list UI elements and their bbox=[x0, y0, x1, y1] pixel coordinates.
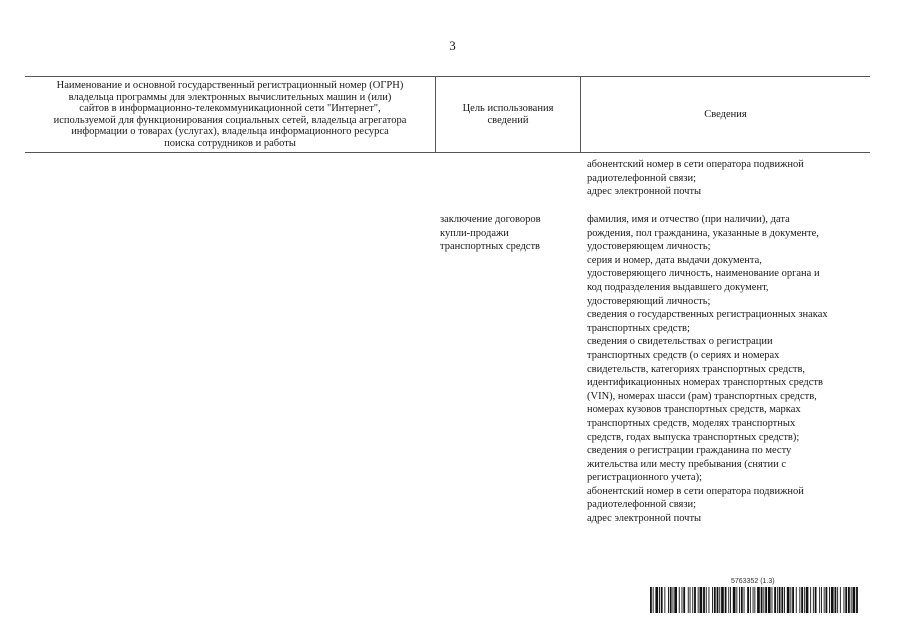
barcode-bar bbox=[744, 587, 745, 613]
header-owner-line: информации о товарах (услугах), владельца информационного ресурса bbox=[71, 126, 389, 137]
barcode-bar bbox=[688, 587, 689, 613]
barcode-bar bbox=[813, 587, 814, 613]
info-line: код подразделения выдавшего документ, bbox=[587, 281, 769, 293]
info-line: идентификационных номерах транспортных средств bbox=[587, 377, 823, 389]
barcode-bar bbox=[831, 587, 834, 613]
info-line: транспортных средств; bbox=[587, 322, 690, 334]
barcode-bar bbox=[819, 587, 820, 613]
header-owner-line: используемой для функционирования социальных сетей, владельца агрегатора bbox=[53, 114, 407, 126]
barcode-bar bbox=[777, 587, 778, 613]
info-line: адрес электронной почты bbox=[587, 513, 702, 525]
info-line: абонентский номер в сети оператора подвижной bbox=[587, 485, 804, 497]
info-line: жительства или месту пребывания (снятии с bbox=[587, 458, 786, 470]
barcode-bar bbox=[698, 587, 699, 613]
barcode-bar bbox=[694, 587, 696, 613]
barcode-bar bbox=[719, 587, 720, 613]
info-line: радиотелефонной связи; bbox=[587, 499, 697, 511]
barcode-image bbox=[650, 587, 858, 613]
barcode-bar bbox=[792, 587, 794, 613]
info-line: (VIN), номерах шасси (рам) транспортных средств, bbox=[587, 390, 817, 402]
barcode-bar bbox=[721, 587, 724, 613]
barcode-bar bbox=[683, 587, 685, 613]
barcode-bar bbox=[739, 587, 740, 613]
info-line: сведения о государственных регистрационных знаках bbox=[587, 309, 828, 321]
header-owner-line: Наименование и основной государственный регистрационный номер (ОГРН) bbox=[56, 80, 404, 91]
barcode-bar bbox=[853, 587, 856, 613]
purpose-line: купли-продажи bbox=[440, 227, 509, 239]
barcode-bar bbox=[779, 587, 781, 613]
info-line: удостоверяющего личность, наименование органа и bbox=[587, 268, 820, 280]
barcode-bar bbox=[664, 587, 665, 613]
barcode-bar bbox=[754, 587, 755, 613]
barcode-bar bbox=[810, 587, 811, 613]
barcode-bar bbox=[772, 587, 773, 613]
barcode-bar bbox=[837, 587, 838, 613]
barcode-bar bbox=[856, 587, 858, 613]
header-info-label: Сведения bbox=[704, 108, 747, 120]
info-line: номерах кузовов транспортных средств, марках bbox=[587, 404, 801, 416]
barcode-bar bbox=[790, 587, 791, 613]
info-line: адрес электронной почты bbox=[587, 186, 702, 198]
barcode-bar bbox=[801, 587, 803, 613]
barcode-bar bbox=[799, 587, 800, 613]
info-line: средств, годах выпуска транспортных средств); bbox=[587, 431, 800, 443]
barcode-bar bbox=[733, 587, 736, 613]
barcode-bar bbox=[835, 587, 837, 613]
info-line: свидетельств, категориях транспортных средств, bbox=[587, 363, 806, 375]
info-line: серия и номер, дата выдачи документа, bbox=[587, 254, 762, 266]
page-number: 3 bbox=[449, 38, 456, 53]
barcode-bar bbox=[757, 587, 760, 613]
barcode-bar bbox=[709, 587, 710, 613]
barcode-bar bbox=[703, 587, 705, 613]
purpose-line: заключение договоров bbox=[440, 214, 541, 225]
barcode-bar bbox=[679, 587, 680, 613]
barcode-bar bbox=[784, 587, 785, 613]
header-owner-line: сайтов в информационно-телекоммуникационной сети "Интернет", bbox=[79, 103, 381, 114]
barcode-bar bbox=[845, 587, 847, 613]
info-line: удостоверяющем личность; bbox=[587, 241, 711, 253]
barcode-bar bbox=[700, 587, 703, 613]
info-line: удостоверяющий личность; bbox=[587, 295, 711, 307]
barcode-bar bbox=[781, 587, 783, 613]
barcode-bar bbox=[728, 587, 729, 613]
info-line: фамилия, имя и отчество (при наличии), дата bbox=[587, 214, 790, 225]
barcode-bar bbox=[730, 587, 731, 613]
header-purpose-column bbox=[435, 77, 580, 152]
barcode-bar bbox=[826, 587, 828, 613]
barcode-bar bbox=[653, 587, 654, 613]
barcode-bar bbox=[765, 587, 767, 613]
barcode-bar bbox=[806, 587, 809, 613]
document-code: 5763352 (1.3) bbox=[731, 578, 775, 585]
barcode-bar bbox=[761, 587, 763, 613]
barcode-bar bbox=[840, 587, 841, 613]
info-line: рождения, пол гражданина, указанные в документе, bbox=[587, 227, 819, 239]
info-line: регистрационного учета); bbox=[587, 472, 703, 484]
barcode-bar bbox=[650, 587, 652, 613]
barcode-bar bbox=[763, 587, 764, 613]
barcode-bar bbox=[725, 587, 727, 613]
header-purpose-line: сведений bbox=[487, 114, 529, 126]
purpose-cell bbox=[440, 213, 541, 254]
barcode-bar bbox=[821, 587, 822, 613]
barcode-bar bbox=[829, 587, 830, 613]
barcode-bar bbox=[736, 587, 737, 613]
info-line: сведения о свидетельствах о регистрации bbox=[587, 336, 773, 348]
barcode-bar bbox=[851, 587, 852, 613]
barcode-bar bbox=[774, 587, 776, 613]
info-line: транспортных средств (о сериях и номерах bbox=[587, 349, 780, 361]
header-owner-line: владельца программы для электронных вычислительных машин и (или) bbox=[68, 91, 392, 103]
barcode-bar bbox=[815, 587, 817, 613]
header-owner-column bbox=[25, 77, 435, 152]
info-line: сведения о регистрации гражданина по месту bbox=[587, 445, 792, 457]
barcode-bar bbox=[753, 587, 754, 613]
barcode-bar bbox=[844, 587, 845, 613]
barcode-bar bbox=[692, 587, 693, 613]
barcode-bar bbox=[655, 587, 658, 613]
table-header bbox=[25, 76, 870, 153]
purpose-line: транспортных средств bbox=[440, 241, 541, 253]
barcode-bar bbox=[674, 587, 677, 613]
barcode-bar bbox=[682, 587, 683, 613]
barcode-bar bbox=[824, 587, 825, 613]
info-block-vehicle-sale bbox=[587, 213, 828, 526]
barcode-bar bbox=[787, 587, 790, 613]
info-line: радиотелефонной связи; bbox=[587, 172, 697, 184]
header-purpose-line: Цель использования bbox=[462, 103, 554, 114]
barcode-bar bbox=[670, 587, 672, 613]
info-block-continued bbox=[587, 158, 804, 199]
header-info-column bbox=[580, 77, 870, 152]
barcode-bar bbox=[804, 587, 805, 613]
barcode-bar bbox=[659, 587, 660, 613]
barcode-bar bbox=[750, 587, 751, 613]
barcode-bar bbox=[668, 587, 669, 613]
barcode-bar bbox=[796, 587, 797, 613]
barcode-bar bbox=[661, 587, 663, 613]
barcode-bar bbox=[717, 587, 719, 613]
barcode-bar bbox=[741, 587, 743, 613]
barcode-bar bbox=[712, 587, 713, 613]
info-line: абонентский номер в сети оператора подвижной bbox=[587, 159, 804, 170]
barcode-bar bbox=[690, 587, 691, 613]
barcode-bar bbox=[714, 587, 716, 613]
header-owner-line: поиска сотрудников и работы bbox=[164, 137, 296, 149]
barcode-bar bbox=[848, 587, 850, 613]
barcode-bar bbox=[673, 587, 674, 613]
info-line: транспортных средств, моделях транспортных bbox=[587, 417, 796, 429]
barcode-bar bbox=[706, 587, 707, 613]
barcode-bar bbox=[747, 587, 749, 613]
barcode-bar bbox=[768, 587, 771, 613]
